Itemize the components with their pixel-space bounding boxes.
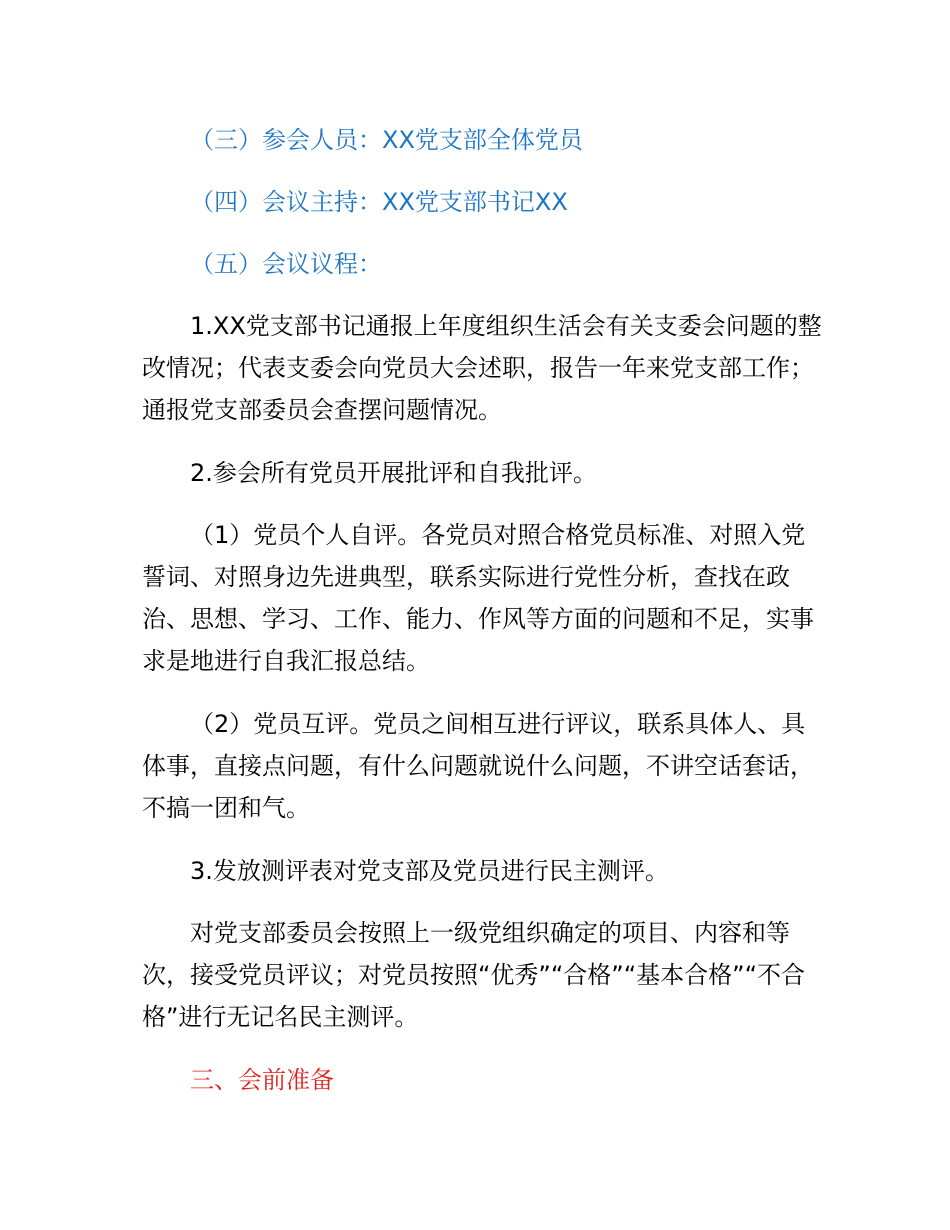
agenda-item-3-detail: 对党支部委员会按照上一级党组织确定的项目、内容和等次，接受党员评议；对党员按照“优秀”“合格”“基本合格”“不合格”进行无记名民主测评。 (142, 919, 806, 1031)
meeting-host: （四）会议主持：XX党支部书记XX (190, 188, 568, 216)
agenda-item-2-1: （1）党员个人自评。各党员对照合格党员标准、对照入党誓词、对照身边先进典型，联系实际进行党性分析，查找在政治、思想、学习、工作、能力、作风等方面的问题和不足，实事求是地进行自我汇报总结。 (142, 521, 814, 675)
section-heading: 三、会前准备 (190, 1066, 334, 1094)
agenda-item-1: 1.XX党支部书记通报上年度组织生活会有关支委会问题的整改情况；代表支委会向党员大会述职，报告一年来党支部工作；通报党支部委员会查摆问题情况。 (142, 312, 822, 424)
agenda-item-2: 2.参会所有党员开展批评和自我批评。 (190, 459, 597, 487)
agenda-item-3: 3.发放测评表对党支部及党员进行民主测评。 (190, 857, 669, 885)
agenda-item-2-2: （2）党员互评。党员之间相互进行评议，联系具体人、具体事，直接点问题，有什么问题就说什么问题，不讲空话套话，不搞一团和气。 (142, 710, 814, 822)
meeting-agenda-heading: （五）会议议程： (190, 250, 382, 278)
meeting-attendees: （三）参会人员：XX党支部全体党员 (190, 126, 583, 154)
